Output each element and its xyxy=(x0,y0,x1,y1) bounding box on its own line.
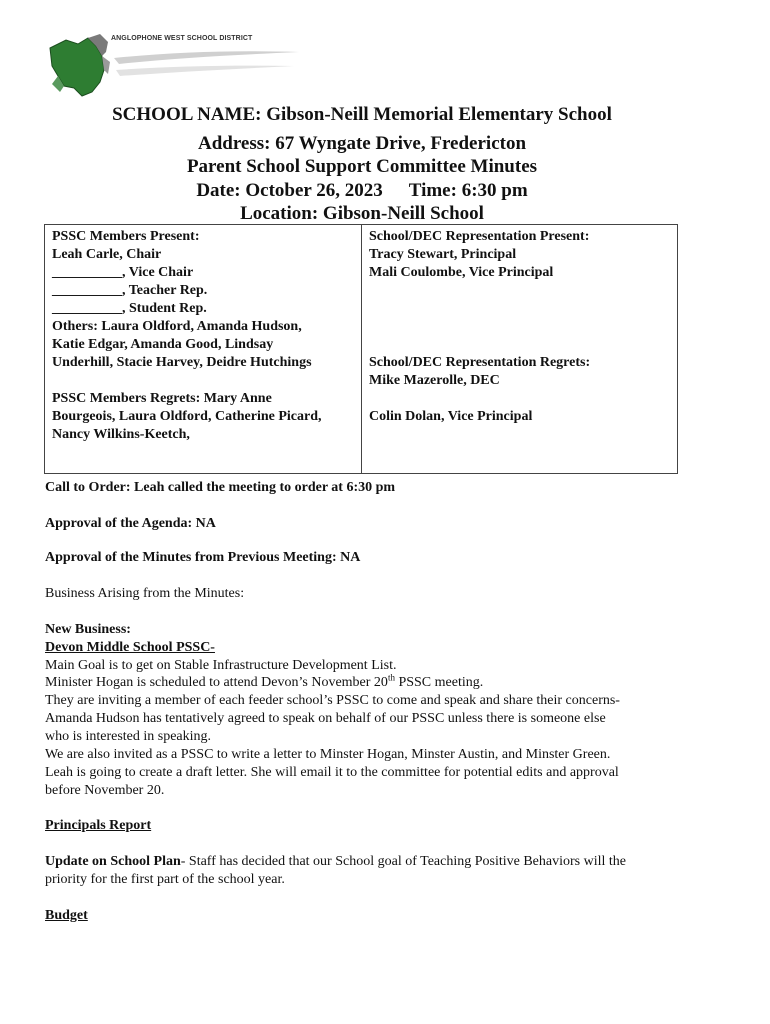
devon-line: Amanda Hudson has tentatively agreed to speak on behalf of our PSSC unless there is someone else xyxy=(45,711,606,726)
teacher-rep: __________, Teacher Rep. xyxy=(52,283,208,298)
business-arising: Business Arising from the Minutes: xyxy=(45,586,245,601)
members-regrets-line: Nancy Wilkins-Keetch, xyxy=(52,427,190,442)
devon-line: Leah is going to create a draft letter. She will email it to the committee for potential edits and approval xyxy=(45,765,619,780)
dec-regrets-line: Colin Dolan, Vice Principal xyxy=(369,409,533,424)
principal: Tracy Stewart, Principal xyxy=(369,247,517,262)
members-present-heading: PSSC Members Present: xyxy=(52,229,200,244)
school-name: SCHOOL NAME: Gibson-Neill Memorial Elementary School xyxy=(112,104,612,125)
others-line: Others: Laura Oldford, Amanda Hudson, xyxy=(52,319,302,334)
devon-heading: Devon Middle School PSSC- xyxy=(45,640,215,655)
devon-line: before November 20. xyxy=(45,783,165,798)
school-plan-update: Update on School Plan- Staff has decided that our School goal of Teaching Positive Behaviors will the xyxy=(45,854,626,869)
meeting-date-time xyxy=(0,181,724,200)
meeting-time: Time: 6:30 pm xyxy=(408,180,528,201)
meeting-date: Date: October 26, 2023 xyxy=(196,180,383,201)
agenda-approval: Approval of the Agenda: NA xyxy=(45,516,216,531)
school-plan-update-cont: priority for the first part of the school year. xyxy=(45,872,285,887)
devon-line: We are also invited as a PSSC to write a letter to Minster Hogan, Minster Austin, and Minster Green. xyxy=(45,747,611,762)
table-divider xyxy=(361,225,362,473)
devon-line: who is interested in speaking. xyxy=(45,729,212,744)
call-to-order: Call to Order: Leah called the meeting to order at 6:30 pm xyxy=(45,480,396,495)
dec-regrets-heading: School/DEC Representation Regrets: xyxy=(369,355,591,370)
attendance-table xyxy=(44,224,678,474)
others-line: Katie Edgar, Amanda Good, Lindsay xyxy=(52,337,274,352)
student-rep: __________, Student Rep. xyxy=(52,301,207,316)
chair: Leah Carle, Chair xyxy=(52,247,162,262)
members-regrets-line: Bourgeois, Laura Oldford, Catherine Picard, xyxy=(52,409,322,424)
meeting-location: Location: Gibson-Neill School xyxy=(240,203,484,224)
members-present-cell xyxy=(52,228,322,444)
budget-heading: Budget xyxy=(45,908,88,923)
devon-line: Minister Hogan is scheduled to attend Devon’s November 20th PSSC meeting. xyxy=(45,672,484,690)
vice-chair: __________, Vice Chair xyxy=(52,265,194,280)
vice-principal: Mali Coulombe, Vice Principal xyxy=(369,265,554,280)
others-line: Underhill, Stacie Harvey, Deidre Hutchings xyxy=(52,355,312,370)
address: Address: 67 Wyngate Drive, Fredericton xyxy=(197,133,527,154)
devon-line: They are inviting a member of each feeder school’s PSSC to come and speak and share their concerns- xyxy=(45,693,620,708)
dec-regrets-line: Mike Mazerolle, DEC xyxy=(369,373,500,388)
principals-report-heading: Principals Report xyxy=(45,818,152,833)
minutes-title: Parent School Support Committee Minutes xyxy=(186,156,538,177)
devon-line: Main Goal is to get on Stable Infrastructure Development List. xyxy=(45,658,397,673)
minutes-approval: Approval of the Minutes from Previous Meeting: NA xyxy=(45,550,361,565)
new-business-heading: New Business: xyxy=(45,622,131,637)
members-regrets-line: PSSC Members Regrets: Mary Anne xyxy=(52,391,272,406)
district-name: ANGLOPHONE WEST SCHOOL DISTRICT xyxy=(111,35,253,42)
dec-present-heading: School/DEC Representation Present: xyxy=(369,229,590,244)
dec-cell xyxy=(369,228,590,426)
